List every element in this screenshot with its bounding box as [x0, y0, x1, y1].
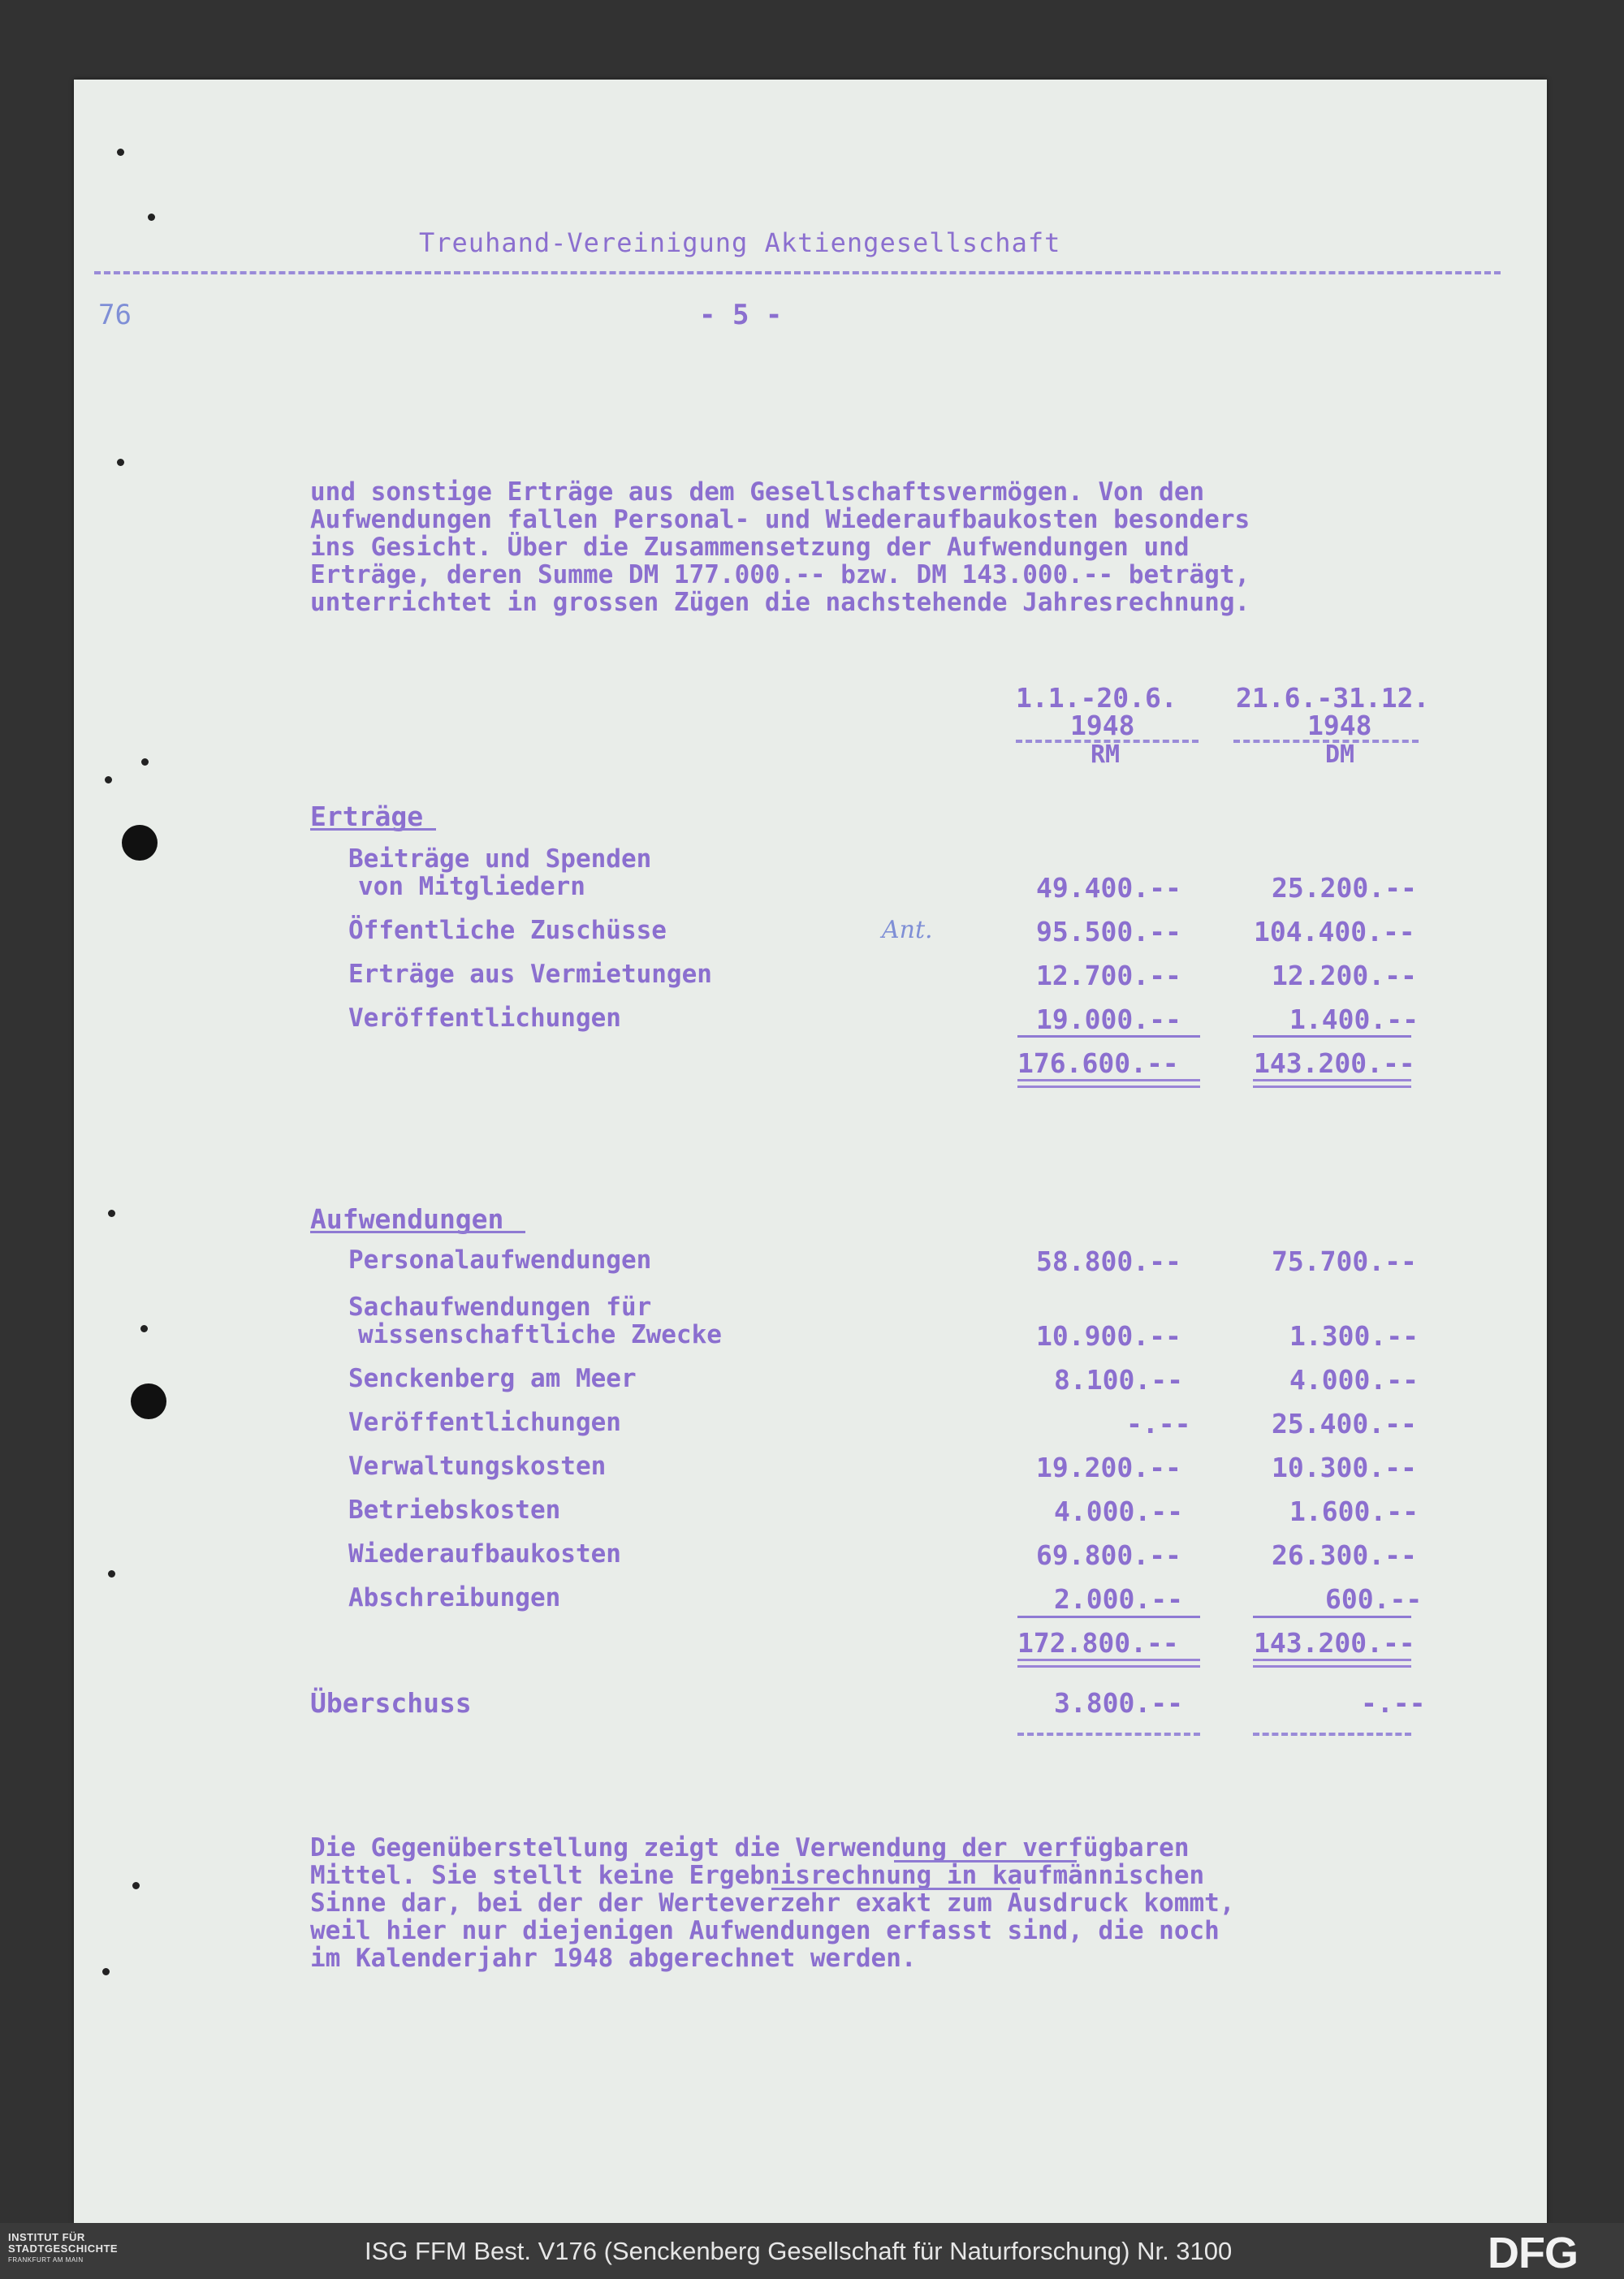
institute-line: STADTGESCHICHTE — [8, 2242, 119, 2255]
surplus-rule — [1253, 1733, 1411, 1736]
value-col1: 4.000.-- — [1054, 1496, 1183, 1527]
archive-footer — [0, 2223, 1624, 2279]
value-col1: 49.400.-- — [1036, 872, 1181, 904]
row-label: Erträge aus Vermietungen — [348, 960, 712, 989]
intro-line: ins Gesicht. Über die Zusammensetzung der Aufwendungen und — [310, 533, 1190, 562]
value-col1: -.-- — [1126, 1408, 1191, 1439]
value-col1: 19.200.-- — [1036, 1452, 1181, 1483]
punch-hole-bottom — [131, 1383, 166, 1419]
value-col2: 4.000.-- — [1289, 1364, 1419, 1396]
margin-dot — [141, 758, 149, 766]
expenses-heading: Aufwendungen — [310, 1203, 504, 1235]
closing-line: im Kalenderjahr 1948 abgerechnet werden. — [310, 1944, 917, 1973]
column-year: 1948 — [1070, 710, 1135, 741]
heading-underline — [310, 828, 436, 831]
subtotal-rule — [1017, 1616, 1200, 1618]
intro-line: unterrichtet in grossen Zügen die nachstehende Jahresrechnung. — [310, 588, 1250, 617]
subtotal-rule — [1253, 1616, 1411, 1618]
margin-dot — [117, 149, 124, 156]
total-col2: 143.200.-- — [1254, 1627, 1415, 1659]
archive-citation: ISG FFM Best. V176 (Senckenberg Gesellschaft für Naturforschung) Nr. 3100 — [365, 2237, 1233, 2265]
column-period: 1.1.-20.6. — [1016, 682, 1177, 714]
value-col1: 19.000.-- — [1036, 1004, 1181, 1035]
row-label: Veröffentlichungen — [348, 1408, 621, 1437]
value-col2: 25.200.-- — [1272, 872, 1417, 904]
value-col2: 75.700.-- — [1272, 1245, 1417, 1277]
value-col1: 10.900.-- — [1036, 1320, 1181, 1352]
total-double-rule — [1017, 1079, 1200, 1088]
letterhead: Treuhand-Vereinigung Aktiengesellschaft — [419, 227, 1061, 258]
value-col2: 1.600.-- — [1289, 1496, 1419, 1527]
margin-dot — [140, 1325, 148, 1332]
value-col2: 600.-- — [1325, 1583, 1423, 1615]
margin-dot — [105, 776, 112, 783]
closing-line: weil hier nur diejenigen Aufwendungen erfasst sind, die noch — [310, 1916, 1220, 1945]
row-label: Verwaltungskosten — [348, 1452, 607, 1481]
page-number: - 5 - — [699, 299, 783, 331]
value-col2: 104.400.-- — [1254, 916, 1415, 947]
row-label: Wiederaufbaukosten — [348, 1539, 621, 1569]
value-col1: 2.000.-- — [1054, 1583, 1183, 1615]
value-col1: 12.700.-- — [1036, 960, 1181, 991]
row-label: Abschreibungen — [348, 1583, 561, 1612]
intro-line: Aufwendungen fallen Personal- und Wiederaufbaukosten besonders — [310, 505, 1250, 534]
column-period: 21.6.-31.12. — [1236, 682, 1430, 714]
surplus-col1: 3.800.-- — [1054, 1687, 1183, 1719]
column-currency: RM — [1091, 740, 1121, 769]
value-col1: 58.800.-- — [1036, 1245, 1181, 1277]
row-label: Beiträge und Spenden — [348, 844, 652, 874]
row-label: Senckenberg am Meer — [348, 1364, 637, 1393]
row-label-continued: wissenschaftliche Zwecke — [358, 1320, 722, 1349]
income-heading: Erträge — [310, 801, 424, 832]
dfg-logo: DFG — [1488, 2229, 1578, 2277]
surplus-rule — [1017, 1733, 1200, 1736]
subtotal-rule — [1017, 1035, 1200, 1038]
margin-dot — [108, 1570, 115, 1578]
closing-line: Mittel. Sie stellt keine Ergebnisrechnung in kaufmännischen — [310, 1861, 1205, 1890]
row-label: Veröffentlichungen — [348, 1004, 621, 1033]
intro-line: und sonstige Erträge aus dem Gesellschaftsvermögen. Von den — [310, 477, 1205, 507]
column-year: 1948 — [1307, 710, 1372, 741]
intro-line: Erträge, deren Summe DM 177.000.-- bzw. DM 143.000.-- beträgt, — [310, 560, 1250, 589]
institute-logo — [8, 2232, 118, 2266]
margin-dot — [108, 1210, 115, 1217]
total-double-rule — [1253, 1659, 1411, 1668]
heading-underline — [310, 1231, 525, 1233]
institute-line: INSTITUT FÜR — [8, 2231, 85, 2243]
document-page — [74, 80, 1547, 2223]
value-col2: 12.200.-- — [1272, 960, 1417, 991]
row-label: Öffentliche Zuschüsse — [348, 916, 667, 945]
row-label-continued: von Mitgliedern — [358, 872, 585, 901]
value-col2: 1.400.-- — [1289, 1004, 1419, 1035]
value-col2: 10.300.-- — [1272, 1452, 1417, 1483]
total-col1: 176.600.-- — [1017, 1047, 1179, 1079]
institute-line: FRANKFURT AM MAIN — [8, 2256, 84, 2264]
value-col2: 25.400.-- — [1272, 1408, 1417, 1439]
surplus-label: Überschuss — [310, 1687, 472, 1719]
value-col1: 8.100.-- — [1054, 1364, 1183, 1396]
margin-number: 76 — [98, 299, 132, 331]
punch-hole-top — [122, 825, 158, 861]
closing-line: Die Gegenüberstellung zeigt die Verwendung der verfügbaren — [310, 1833, 1190, 1862]
handwritten-annotation: Ant. — [882, 916, 933, 944]
value-col1: 69.800.-- — [1036, 1539, 1181, 1571]
total-col1: 172.800.-- — [1017, 1627, 1179, 1659]
row-label: Personalaufwendungen — [348, 1245, 652, 1275]
column-currency: DM — [1325, 740, 1355, 769]
value-col2: 26.300.-- — [1272, 1539, 1417, 1571]
margin-dot — [132, 1882, 140, 1889]
subtotal-rule — [1253, 1035, 1411, 1038]
row-label: Betriebskosten — [348, 1496, 561, 1525]
value-col1: 95.500.-- — [1036, 916, 1181, 947]
margin-dot — [102, 1968, 110, 1975]
closing-line: Sinne dar, bei der der Werteverzehr exakt zum Ausdruck kommt, — [310, 1888, 1235, 1918]
margin-dot — [148, 214, 155, 221]
total-double-rule — [1253, 1079, 1411, 1088]
value-col2: 1.300.-- — [1289, 1320, 1419, 1352]
total-col2: 143.200.-- — [1254, 1047, 1415, 1079]
margin-dot — [117, 459, 124, 466]
letterhead-rule — [94, 271, 1501, 274]
row-label: Sachaufwendungen für — [348, 1293, 652, 1322]
surplus-col2: -.-- — [1361, 1687, 1426, 1719]
total-double-rule — [1017, 1659, 1200, 1668]
